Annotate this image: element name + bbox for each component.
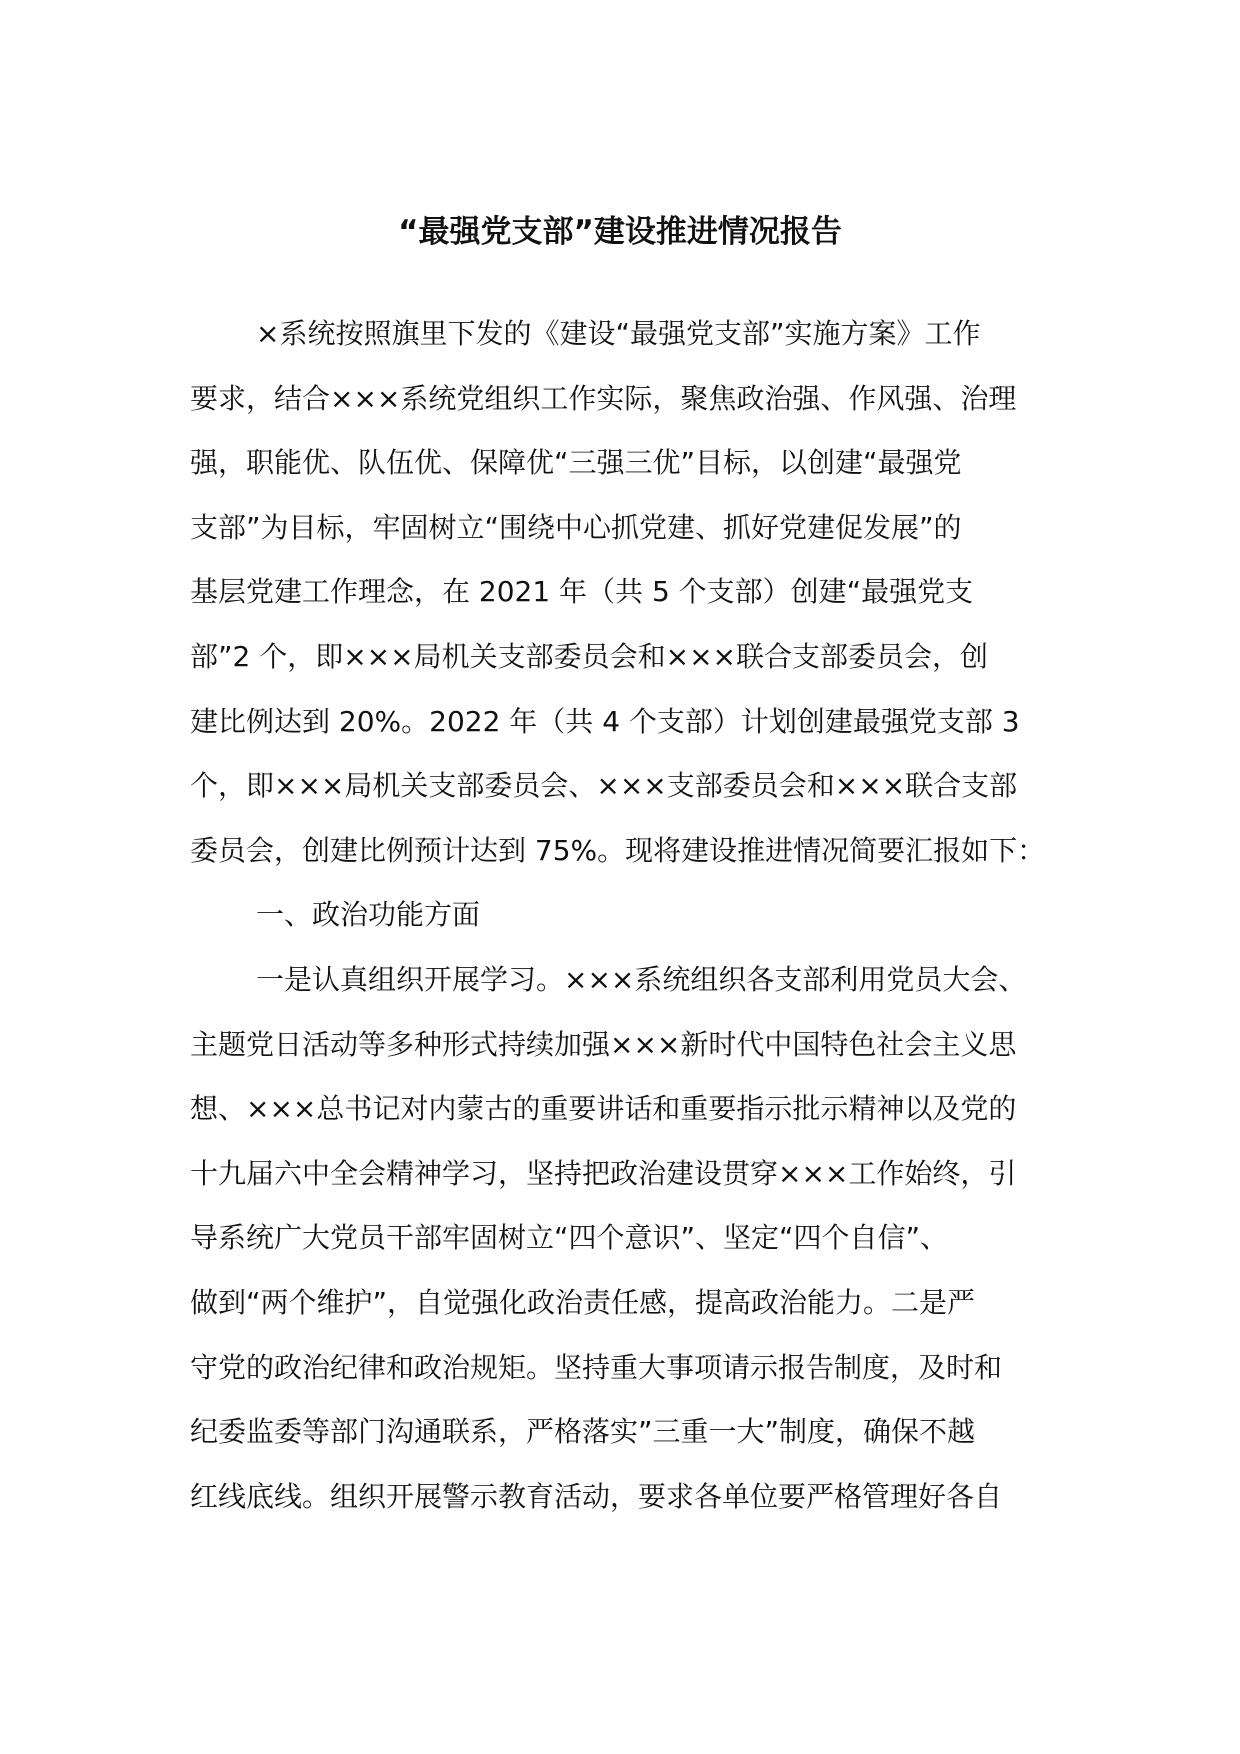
- paragraph-line: 十九届六中全会精神学习，坚持把政治建设贯穿×××工作始终，引: [190, 1156, 1017, 1190]
- document-title: “最强党支部”建设推进情况报告: [398, 214, 842, 250]
- paragraph-line: 想、×××总书记对内蒙古的重要讲话和重要指示批示精神以及党的: [190, 1092, 1017, 1126]
- paragraph-line: 红线底线。组织开展警示教育活动，要求各单位要严格管理好各自: [190, 1479, 1003, 1513]
- paragraph-line: 主题党日活动等多种形式持续加强×××新时代中国特色社会主义思: [190, 1027, 1017, 1061]
- paragraph-line: 强，职能优、队伍优、保障优“三强三优”目标，以创建“最强党: [190, 446, 962, 480]
- paragraph-line: ×系统按照旗里下发的《建设“最强党支部”实施方案》工作: [256, 317, 981, 350]
- paragraph-line: 建比例达到 20%。2022 年（共 4 个支部）计划创建最强党支部 3: [190, 704, 1020, 738]
- paragraph-line: 一是认真组织开展学习。×××系统组织各支部利用党员大会、: [256, 962, 1027, 996]
- paragraph-line: 基层党建工作理念，在 2021 年（共 5 个支部）创建“最强党支: [190, 575, 974, 609]
- paragraph-line: 委员会，创建比例预计达到 75%。现将建设推进情况简要汇报如下：: [190, 833, 1046, 867]
- paragraph-line: 支部”为目标，牢固树立“围绕中心抓党建、抓好党建促发展”的: [190, 510, 962, 544]
- paragraph-line: 要求，结合×××系统党组织工作实际，聚焦政治强、作风强、治理: [190, 381, 1017, 415]
- paragraph-line: 守党的政治纪律和政治规矩。坚持重大事项请示报告制度，及时和: [190, 1350, 1003, 1384]
- paragraph-line: 导系统广大党员干部牢固树立“四个意识”、坚定“四个自信”、: [190, 1221, 949, 1255]
- paragraph-line: 个，即×××局机关支部委员会、×××支部委员会和×××联合支部: [190, 769, 1018, 803]
- paragraph-line: 部”2 个，即×××局机关支部委员会和×××联合支部委员会，创: [190, 639, 988, 673]
- document-body: [190, 302, 1090, 1529]
- paragraph-line: 做到“两个维护”，自觉强化政治责任感，提高政治能力。二是严: [190, 1285, 976, 1319]
- section-heading: 一、政治功能方面: [256, 898, 481, 932]
- paragraph-line: 纪委监委等部门沟通联系，严格落实”三重一大”制度，确保不越: [190, 1415, 976, 1449]
